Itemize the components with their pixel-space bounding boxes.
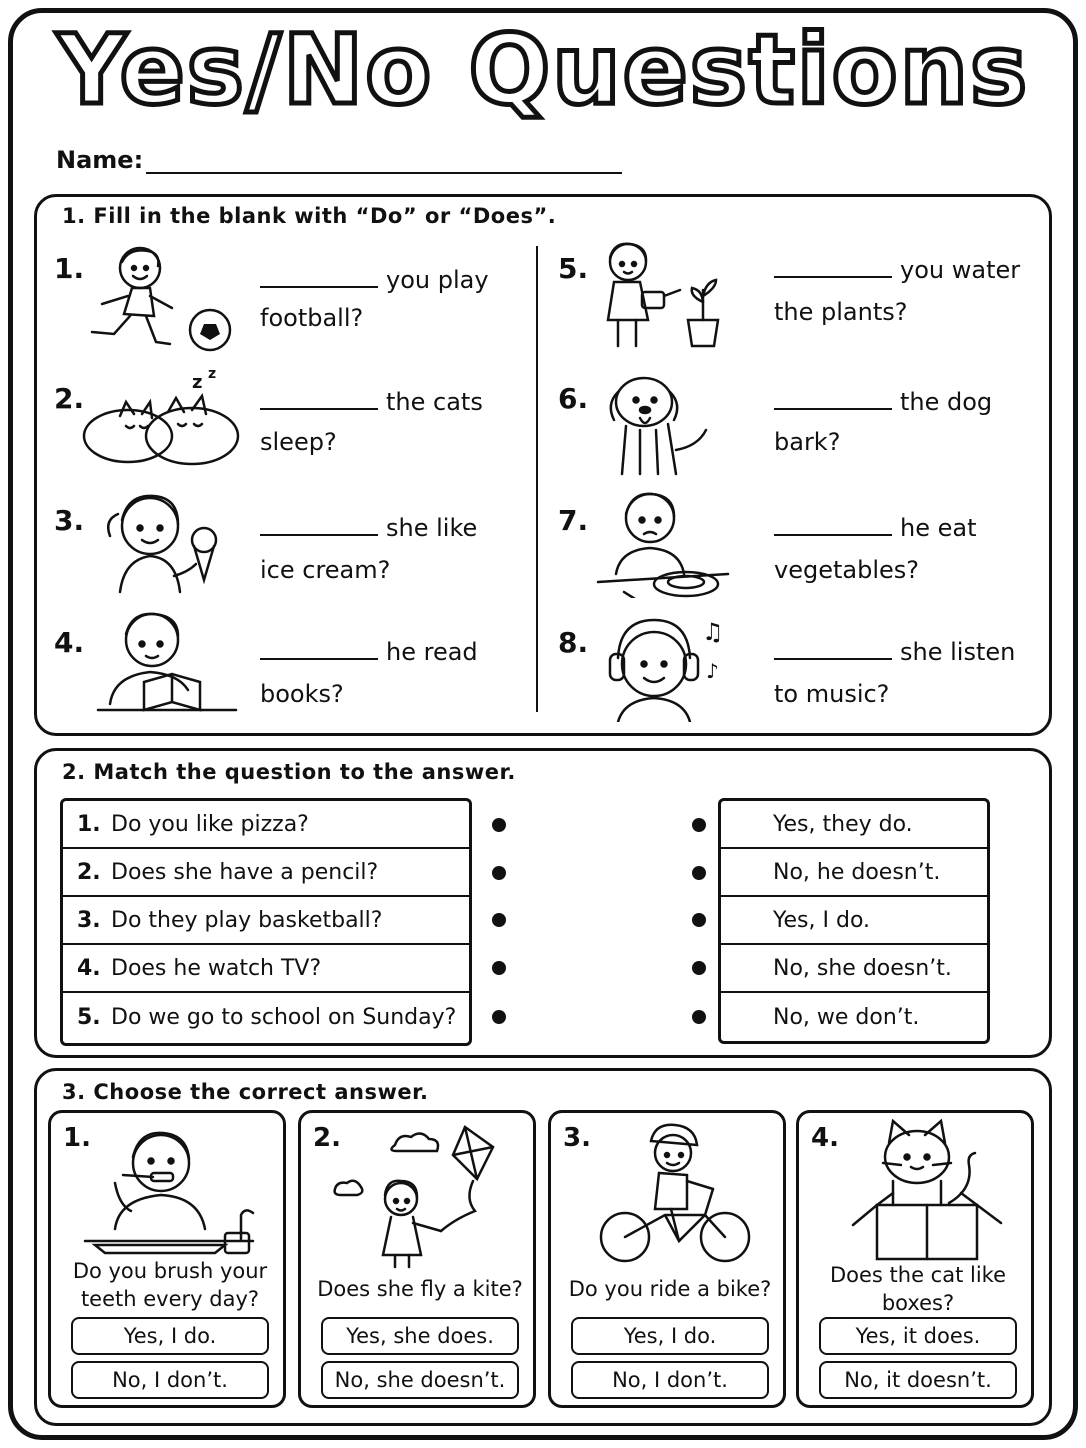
question-text: the cats [386, 388, 483, 416]
question-text-cont: bark? [774, 428, 841, 456]
answer-option-button[interactable]: Yes, I do. [571, 1317, 769, 1355]
section3-title: 3. Choose the correct answer. [62, 1080, 429, 1104]
table-row: No, he doesn’t. [721, 849, 987, 897]
question-text-cont: books? [260, 680, 344, 708]
answers-table [718, 798, 990, 1044]
item-number: 5. [558, 252, 589, 285]
answer-option-button[interactable]: Yes, she does. [321, 1317, 519, 1355]
card-question: Does she fly a kite? [317, 1277, 523, 1301]
svg-text:z: z [192, 372, 203, 393]
card-number: 2. [313, 1123, 341, 1153]
boy-eating-icon [594, 488, 754, 598]
table-row: 1. Do you like pizza? [63, 801, 469, 849]
match-dot-left[interactable] [492, 866, 506, 880]
svg-text:♫: ♫ [702, 618, 724, 646]
answer-blank[interactable] [774, 640, 892, 660]
item-number: 1. [54, 252, 85, 285]
card-number: 1. [63, 1123, 91, 1153]
section1-divider [536, 246, 538, 712]
table-row: 2. Does she have a pencil? [63, 849, 469, 897]
table-row: No, she doesn’t. [721, 945, 987, 993]
sleeping-cats-icon [80, 366, 240, 476]
cat-in-box-icon [823, 1119, 1013, 1269]
match-dot-left[interactable] [492, 913, 506, 927]
answer-option-button[interactable]: Yes, it does. [819, 1317, 1017, 1355]
table-row: No, we don’t. [773, 1004, 920, 1030]
question-text: the dog [900, 388, 993, 416]
answer-blank[interactable] [774, 258, 892, 278]
match-dot-left[interactable] [492, 961, 506, 975]
answer-blank[interactable] [260, 390, 378, 410]
question-text-cont: football? [260, 304, 364, 332]
card-question: Does the cat like boxes? [829, 1263, 1007, 1315]
match-dot-right[interactable] [692, 913, 706, 927]
choice-card [548, 1110, 786, 1408]
answer-option-button[interactable]: No, it doesn’t. [819, 1361, 1017, 1399]
match-dot-left[interactable] [492, 818, 506, 832]
answer-option-button[interactable]: Yes, I do. [71, 1317, 269, 1355]
girl-watering-icon [590, 240, 750, 350]
table-row: 4. Does he watch TV? [63, 945, 469, 993]
answer-blank[interactable] [260, 640, 378, 660]
item-number: 8. [558, 626, 589, 659]
answer-blank[interactable] [774, 390, 892, 410]
name-field[interactable] [146, 172, 622, 174]
boy-bike-icon [575, 1119, 765, 1269]
question-text: you play [386, 266, 489, 294]
item-number: 6. [558, 382, 589, 415]
girl-ice-cream-icon [88, 484, 248, 594]
choice-card [796, 1110, 1034, 1408]
svg-text:♪: ♪ [706, 659, 719, 683]
item-number: 2. [54, 382, 85, 415]
answer-blank[interactable] [260, 268, 378, 288]
question-text: he eat [900, 514, 977, 542]
question-text: she listen [900, 638, 1016, 666]
question-text-cont: vegetables? [774, 556, 919, 584]
answer-option-button[interactable]: No, she doesn’t. [321, 1361, 519, 1399]
worksheet-title: Yes/No Questions [56, 14, 1030, 126]
boy-soccer-icon [78, 242, 238, 352]
item-number: 4. [54, 626, 85, 659]
table-row: 5. Do we go to school on Sunday? [77, 1004, 457, 1030]
item-number: 3. [54, 504, 85, 537]
answer-blank[interactable] [260, 516, 378, 536]
choice-card [298, 1110, 536, 1408]
answer-option-button[interactable]: No, I don’t. [571, 1361, 769, 1399]
question-text-cont: the plants? [774, 298, 908, 326]
card-number: 3. [563, 1123, 591, 1153]
card-question: Do you ride a bike? [568, 1277, 772, 1301]
item-number: 7. [558, 504, 589, 537]
match-dot-right[interactable] [692, 961, 706, 975]
girl-kite-icon [325, 1119, 515, 1269]
question-text-cont: sleep? [260, 428, 337, 456]
questions-table [60, 798, 472, 1046]
name-label: Name: [56, 146, 144, 174]
card-number: 4. [811, 1123, 839, 1153]
question-text: you water [900, 256, 1021, 284]
table-row: Yes, they do. [721, 801, 987, 849]
table-row: Yes, I do. [721, 897, 987, 945]
boy-brushing-teeth-icon [75, 1119, 265, 1269]
answer-blank[interactable] [774, 516, 892, 536]
answer-option-button[interactable]: No, I don’t. [71, 1361, 269, 1399]
match-dot-right[interactable] [692, 818, 706, 832]
table-row: 3. Do they play basketball? [63, 897, 469, 945]
choice-card [48, 1110, 286, 1408]
question-text-cont: to music? [774, 680, 890, 708]
match-dot-left[interactable] [492, 1010, 506, 1024]
card-question: Do you brush your teeth every day? [72, 1259, 268, 1311]
section2-title: 2. Match the question to the answer. [62, 760, 516, 784]
svg-text:z: z [208, 366, 217, 382]
question-text: she like [386, 514, 478, 542]
girl-headphones-icon [594, 612, 754, 722]
question-text: he read [386, 638, 478, 666]
question-text-cont: ice cream? [260, 556, 391, 584]
match-dot-right[interactable] [692, 866, 706, 880]
boy-reading-icon [92, 604, 252, 714]
dog-icon [596, 370, 756, 480]
section1-title: 1. Fill in the blank with “Do” or “Does”. [62, 204, 557, 228]
match-dot-right[interactable] [692, 1010, 706, 1024]
